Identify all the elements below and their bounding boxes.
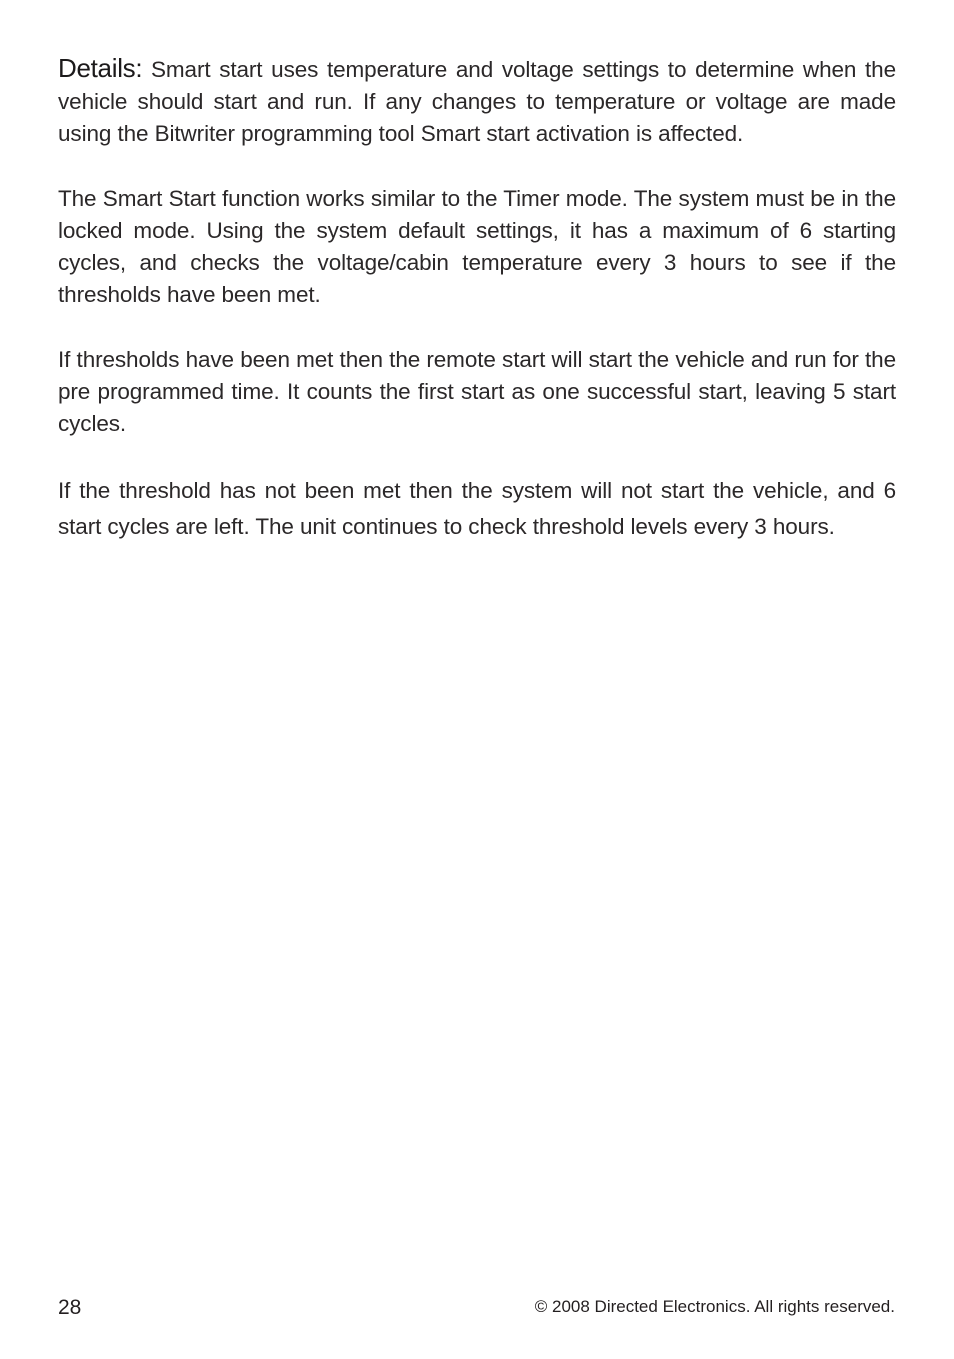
details-paragraph (58, 52, 896, 150)
copyright-notice: © 2008 Directed Electronics. All rights reserved. (534, 1297, 895, 1316)
page-content (58, 52, 896, 545)
details-text: Smart start uses temperature and voltage settings to determine when the vehicle should start and run. If any changes to temperature or voltage are made using the Bitwriter programming tool Smart start activation is affected. (58, 57, 896, 146)
thresholds-not-met-paragraph: If the threshold has not been met then the system will not start the vehicle, and 6 start cycles are left. The unit continues to check threshold levels every 3 hours. (58, 478, 896, 539)
page-number: 28 (58, 1296, 82, 1319)
smart-start-function-paragraph: The Smart Start function works similar to the Timer mode. The system must be in the locked mode. Using the system default settings, it has a maximum of 6 starting cycles, and checks the voltage/cabin temperature every 3 hours to see if the thresholds have been met. (58, 186, 896, 307)
thresholds-met-paragraph: If thresholds have been met then the remote start will start the vehicle and run for the pre programmed time. It counts the first start as one successful start, leaving 5 start cycles. (58, 347, 896, 436)
details-heading: Details: (58, 53, 143, 83)
